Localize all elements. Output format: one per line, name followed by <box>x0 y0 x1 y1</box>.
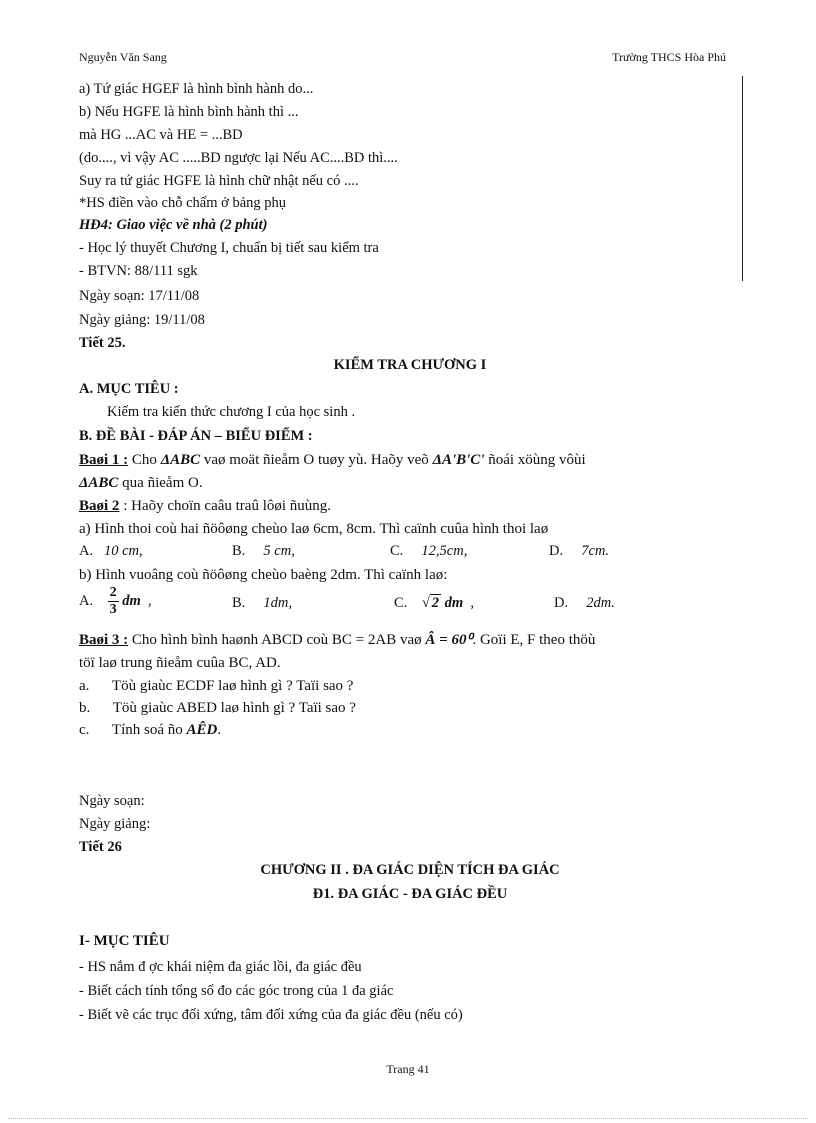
option-c-unit: dm <box>444 595 464 611</box>
bai2-line <box>79 497 331 515</box>
option-letter-d: D. <box>549 543 564 559</box>
option-c-value: 12,5cm, <box>421 543 468 559</box>
bai2a-option-a <box>79 543 143 560</box>
option-letter-c: C. <box>394 595 408 611</box>
bai3c-end: . <box>217 722 222 738</box>
line-hs-dien: *HS điền vào chỗ chấm ở bảng phụ <box>79 195 287 211</box>
fraction-denominator: 3 <box>109 602 117 617</box>
line-do: (do...., vì vậy AC .....BD ngược lại Nếu AC....BD thì.... <box>79 150 398 166</box>
ngay-soan-2: Ngày soạn: <box>79 793 145 809</box>
bai1-mid: vaø moät ñieåm O tuøy yù. Haõy veõ <box>200 452 433 468</box>
option-d-value: 7cm. <box>581 543 610 559</box>
exam-muc-tieu: A. MỤC TIÊU : <box>79 381 179 397</box>
bai3-line1 <box>79 631 595 649</box>
option-letter-a: A. <box>79 543 94 559</box>
line-b: b) Nếu HGFE là hình bình hành thì ... <box>79 104 299 120</box>
exam-muc-tieu-text: Kiểm tra kiến thức chương I của học sinh . <box>107 404 356 420</box>
line-suy-ra: Suy ra tứ giác HGFE là hình chữ nhật nếu có .... <box>79 173 359 189</box>
sqrt-radicand: 2 <box>431 595 440 611</box>
bai2b-option-b <box>232 595 292 612</box>
bai3a <box>79 677 353 695</box>
bai1-pre: Cho <box>128 452 161 468</box>
line-hg: mà HG ...AC và HE = ...BD <box>79 127 243 143</box>
ngay-giang-1: Ngày giảng: 19/11/08 <box>79 312 205 328</box>
bai3-pre: Cho hình bình haønh ABCD coù BC = 2AB vaø <box>128 632 426 648</box>
angle-aed: AÊD <box>186 722 218 738</box>
bai1-label: Baøi 1 : <box>79 452 129 468</box>
hd4-heading: HĐ4: Giao việc về nhà (2 phút) <box>79 217 268 233</box>
bai2a-option-b <box>232 543 295 560</box>
bai1-line2-end: qua ñieåm O. <box>118 475 203 491</box>
bai1-end: ñoái xöùng vôùi <box>484 452 586 468</box>
line-a: a) Tứ giác HGEF là hình bình hành do... <box>79 81 314 97</box>
option-a-sep: , <box>148 593 152 609</box>
triangle-abc: ΔABC <box>160 452 201 468</box>
line-btvn: - BTVN: 88/111 sgk <box>79 263 198 279</box>
option-c-sep: , <box>470 595 475 611</box>
option-letter-c: C. <box>390 543 404 559</box>
bai2b-option-d <box>554 595 615 612</box>
fraction-two-thirds <box>108 585 119 618</box>
option-letter-b: B. <box>232 543 246 559</box>
fraction-numerator: 2 <box>109 585 117 600</box>
bai2-label: Baøi 2 <box>79 498 120 514</box>
bai3-label: Baøi 3 : <box>79 632 129 648</box>
exam-title: KIỂM TRA CHƯƠNG I <box>333 357 487 373</box>
triangle-abc-2: ΔABC <box>79 475 119 491</box>
page-bottom-rule <box>8 1118 808 1119</box>
ngay-giang-2: Ngày giảng: <box>79 816 151 832</box>
page-number: Trang 41 <box>386 1062 430 1076</box>
bai2a-option-d <box>549 543 609 560</box>
bai3a-label: a. <box>79 678 90 694</box>
bai3-line2: töï laø trung ñieåm cuûa BC, AD. <box>79 655 281 671</box>
option-letter-d: D. <box>554 595 569 611</box>
ch2-muc-tieu: I- MỤC TIÊU <box>79 933 170 949</box>
angle-a-60: Â = 60⁰ <box>425 632 473 648</box>
ngay-soan-1: Ngày soạn: 17/11/08 <box>79 288 200 304</box>
bai2a-option-c <box>390 543 467 560</box>
ch2-m1: - HS nắm đ ợc khái niệm đa giác lồi, đa giác đều <box>79 959 362 975</box>
bai3a-text: Töù giaùc ECDF laø hình gì ? Taïi sao ? <box>111 678 354 694</box>
bai1-line1 <box>79 451 586 469</box>
exam-de-bai: B. ĐỀ BÀI - ĐÁP ÁN – BIỂU ĐIỂM : <box>79 428 313 444</box>
bai3b <box>79 699 356 717</box>
option-letter-a: A. <box>79 593 94 609</box>
option-d-value: 2dm. <box>586 595 615 611</box>
option-letter-b: B. <box>232 595 246 611</box>
line-hoc-ly-thuyet: - Học lý thuyết Chương I, chuẩn bị tiết sau kiểm tra <box>79 240 379 256</box>
bai2b-option-a <box>79 585 152 618</box>
header-school: Trường THCS Hòa Phú <box>612 50 726 64</box>
bai2a-question: a) Hình thoi coù hai ñöôøng cheùo laø 6cm, 8cm. Thì caïnh cuûa hình thoi laø <box>79 521 549 537</box>
option-b-value: 5 cm, <box>263 543 295 559</box>
margin-rule <box>742 76 743 281</box>
bai3c-label: c. <box>79 722 90 738</box>
bai3c <box>79 721 221 739</box>
header-author: Nguyễn Văn Sang <box>79 50 167 64</box>
bai1-line2 <box>79 474 203 492</box>
sqrt-two: √ 2 <box>421 595 440 611</box>
chapter2-title: CHƯƠNG II . ĐA GIÁC DIỆN TÍCH ĐA GIÁC <box>260 862 560 878</box>
ch2-m2: - Biết cách tính tổng số đo các góc trong của 1 đa giác <box>79 983 394 999</box>
bai2b-option-c <box>394 595 474 612</box>
bai3b-text: Töù giaùc ABED laø hình gì ? Taïi sao ? <box>112 700 356 716</box>
bai3c-text: Tính soá ño <box>111 722 187 738</box>
chapter2-subtitle: Đ1. ĐA GIÁC - ĐA GIÁC ĐỀU <box>312 886 508 902</box>
option-a-value: 10 cm, <box>103 543 143 559</box>
bai2b-question: b) Hình vuoâng coù ñöôøng cheùo baèng 2dm. Thì caïnh laø: <box>79 567 448 583</box>
option-b-value: 1dm, <box>263 595 293 611</box>
triangle-a-prime: ΔA'B'C' <box>432 452 485 468</box>
bai3b-label: b. <box>79 700 91 716</box>
ch2-m3: - Biết vẽ các trục đối xứng, tâm đối xứng của đa giác đều (nếu có) <box>79 1007 463 1023</box>
tiet-25: Tiết 25. <box>79 335 126 351</box>
bai2-text: : Haõy choïn caâu traû lôøi ñuùng. <box>119 498 332 514</box>
tiet-26: Tiết 26 <box>79 839 122 855</box>
option-a-unit: dm <box>122 593 141 609</box>
bai3-end: . Goïi E, F theo thöù <box>472 632 596 648</box>
